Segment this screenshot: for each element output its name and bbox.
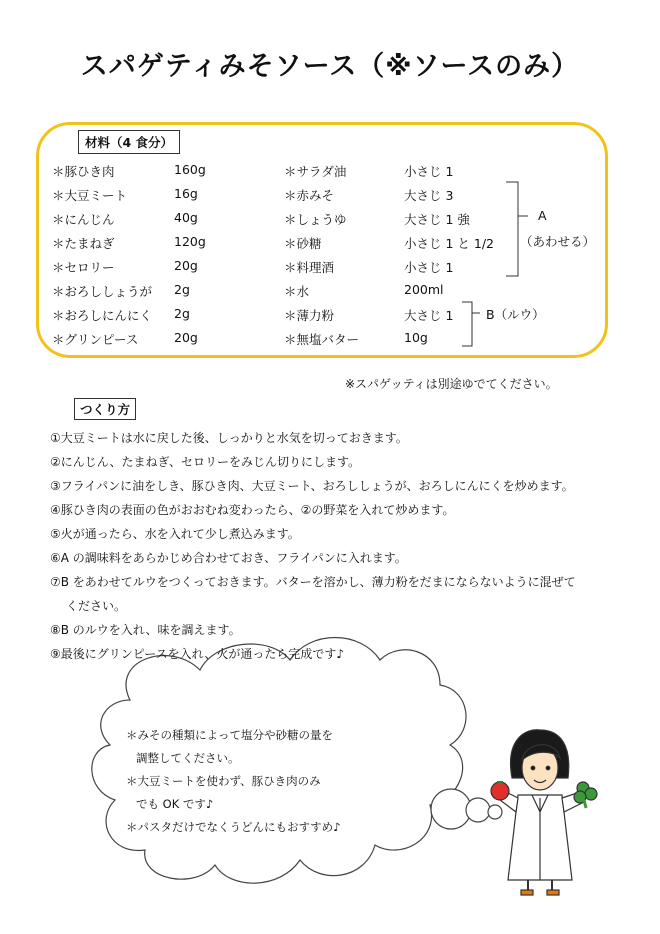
ingredient-name: ＊薄力粉	[284, 308, 335, 323]
step-item: ⑦B をあわせてルウをつくっておきます。バターを溶かし、薄力粉をだまにならないように混ぜて	[50, 575, 576, 589]
group-a-label: A	[538, 208, 547, 223]
step-item: ⑤火が通ったら、水を入れて少し煮込みます。	[50, 527, 300, 541]
steps-heading: つくり方	[74, 398, 136, 420]
ingredient-name: ＊にんじん	[52, 212, 115, 227]
tip-line: でも OK です♪	[136, 797, 214, 811]
pasta-note: ※スパゲッティは別途ゆでてください。	[345, 377, 558, 391]
tip-line: ＊みその種類によって塩分や砂糖の量を	[126, 728, 333, 742]
ingredient-amount: 大さじ 1	[404, 308, 454, 323]
ingredients-heading: 材料（4 食分）	[78, 130, 180, 154]
page-title: スパゲティみそソース（※ソースのみ）	[80, 51, 580, 82]
tip-line: ＊大豆ミートを使わず、豚ひき肉のみ	[126, 774, 321, 788]
tip-line: 調整してください。	[136, 751, 240, 765]
ingredient-amount: 20g	[174, 258, 198, 273]
ingredient-name: ＊豚ひき肉	[52, 164, 115, 179]
ingredient-amount: 20g	[174, 330, 198, 345]
ingredient-amount: 小さじ 1	[404, 260, 454, 275]
ingredient-amount: 2g	[174, 282, 190, 297]
step-item-continuation: ください。	[66, 599, 127, 613]
ingredient-name: ＊セロリー	[52, 260, 115, 275]
group-a-note: （あわせる）	[520, 234, 596, 249]
step-item: ⑨最後にグリンピースを入れ、火が通ったら完成です♪	[50, 647, 345, 661]
ingredient-amount: 10g	[404, 330, 428, 345]
bracket-b	[462, 302, 472, 346]
ingredient-amount: 大さじ 1 強	[404, 212, 470, 227]
step-item: ④豚ひき肉の表面の色がおおむね変わったら、②の野菜を入れて炒めます。	[50, 503, 455, 517]
ingredient-name: ＊おろしにんにく	[52, 308, 153, 323]
ingredient-name: ＊しょうゆ	[284, 212, 347, 227]
ingredient-name: ＊たまねぎ	[52, 236, 115, 251]
ingredient-name: ＊砂糖	[284, 236, 322, 251]
ingredient-name: ＊グリンピース	[52, 332, 139, 347]
ingredient-amount: 小さじ 1 と 1/2	[404, 236, 494, 251]
step-item: ⑧B のルウを入れ、味を調えます。	[50, 623, 241, 637]
ingredient-name: ＊水	[284, 284, 310, 299]
chef-illustration	[491, 730, 597, 895]
bracket-a	[506, 182, 518, 276]
ingredient-name: ＊おろししょうが	[52, 284, 153, 299]
step-item: ⑥A の調味料をあらかじめ合わせておき、フライパンに入れます。	[50, 551, 407, 565]
ingredient-amount: 40g	[174, 210, 198, 225]
step-item: ②にんじん、たまねぎ、セロリーをみじん切りにします。	[50, 455, 361, 469]
ingredient-name: ＊赤みそ	[284, 188, 335, 203]
ingredient-amount: 小さじ 1	[404, 164, 454, 179]
step-item: ①大豆ミートは水に戻した後、しっかりと水気を切っておきます。	[50, 431, 408, 445]
ingredient-amount: 160g	[174, 162, 206, 177]
ingredient-name: ＊料理酒	[284, 260, 335, 275]
step-item: ③フライパンに油をしき、豚ひき肉、大豆ミート、おろししょうが、おろしにんにくを炒めます。	[50, 479, 574, 493]
ingredient-amount: 120g	[174, 234, 206, 249]
ingredient-amount: 大さじ 3	[404, 188, 454, 203]
tip-line: ＊パスタだけでなくうどんにもおすすめ♪	[126, 820, 341, 834]
ingredient-name: ＊大豆ミート	[52, 188, 128, 203]
ingredient-amount: 16g	[174, 186, 198, 201]
ingredient-name: ＊無塩バター	[284, 332, 360, 347]
ingredient-amount: 2g	[174, 306, 190, 321]
ingredient-amount: 200ml	[404, 282, 444, 297]
group-b-label: B（ルウ）	[486, 307, 545, 322]
ingredient-name: ＊サラダ油	[284, 164, 347, 179]
